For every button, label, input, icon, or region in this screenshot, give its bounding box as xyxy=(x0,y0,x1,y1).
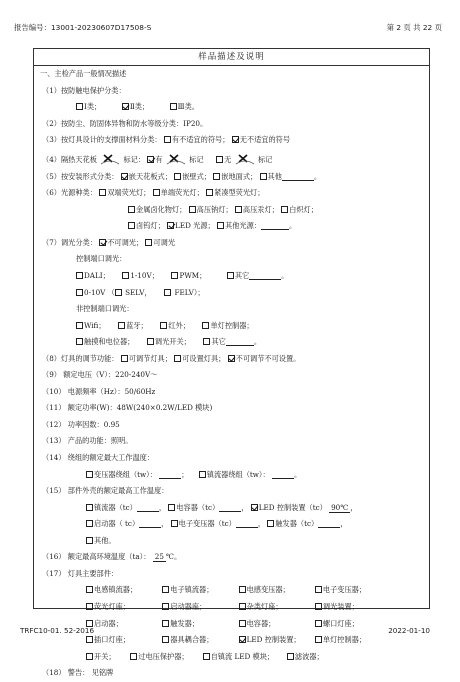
checkbox[interactable] xyxy=(121,355,128,362)
checkbox[interactable] xyxy=(99,189,106,196)
item-8: （8）灯具的调节功能： 可调节灯具； 可设置灯具； 不可调节不可设置。 xyxy=(42,353,301,363)
item-7-ctrl-row2: 0-10V （ SELV， FELV）； xyxy=(40,285,425,302)
item-12: （12） 功率因数：0.95 xyxy=(42,419,120,429)
insulation-symbol-icon xyxy=(166,153,186,169)
checkbox[interactable] xyxy=(287,653,294,660)
checkbox[interactable] xyxy=(86,537,93,544)
checkbox-checked[interactable] xyxy=(232,136,239,143)
checkbox[interactable] xyxy=(260,173,267,180)
form-code: TRFC10-01. 52-2016 xyxy=(20,626,95,635)
item-6-row3: 卤钨灯； LED 光源； 其他光源： 。 xyxy=(40,218,425,235)
item-17-row2: 荧光灯座； 启动器座； 杂类灯座； 调光装置； xyxy=(40,599,425,616)
checkbox-checked[interactable] xyxy=(167,222,174,229)
checkbox[interactable] xyxy=(76,289,83,296)
item-16: （16） 额定最高环境温度（ta）： 25 ℃。 xyxy=(42,552,182,562)
item-13: （13） 产品的功能：照明。 xyxy=(42,436,133,446)
checkbox-checked[interactable] xyxy=(147,156,154,163)
checkbox-checked[interactable] xyxy=(99,239,106,246)
checkbox[interactable] xyxy=(168,504,175,511)
checkbox-checked[interactable] xyxy=(122,103,129,110)
checkbox[interactable] xyxy=(315,620,322,627)
checkbox[interactable] xyxy=(76,272,83,279)
item-4: （4）隔热天花板 标记： 有 标记 无 标记 xyxy=(40,149,425,169)
item-7-nonctrl-row2: 触摸和电位器； 调光开关； 其它 。 xyxy=(40,334,425,351)
checkbox[interactable] xyxy=(315,603,322,610)
checkbox[interactable] xyxy=(86,471,93,478)
section-title: 样品描述及说明 xyxy=(34,49,429,66)
checkbox[interactable] xyxy=(86,586,93,593)
checkbox[interactable] xyxy=(164,289,171,296)
checkbox[interactable] xyxy=(171,520,178,527)
item-7-nonctrl-row1: Wifi； 蓝牙； 红外； 单灯控制器； xyxy=(40,318,425,335)
checkbox[interactable] xyxy=(239,586,246,593)
item-6: （6）光源种类： 双端荧光灯； 单端荧光灯； 紧凑型荧光灯； xyxy=(42,188,265,198)
checkbox[interactable] xyxy=(162,586,169,593)
checkbox[interactable] xyxy=(235,206,242,213)
item-15-row3: 其他。 xyxy=(40,533,425,550)
checkbox[interactable] xyxy=(174,355,181,362)
checkbox[interactable] xyxy=(174,173,181,180)
checkbox[interactable] xyxy=(86,504,93,511)
checkbox[interactable] xyxy=(86,603,93,610)
checkbox[interactable] xyxy=(199,471,206,478)
item-17-row5: 开关； 过电压保护器； 自镇流 LED 模块； 滤波器； xyxy=(40,649,425,666)
item-5: （5）按安装形式分类： 嵌天花板式； 嵌壁式； 嵌地面式； 其他 。 xyxy=(42,171,322,181)
checkbox[interactable] xyxy=(115,289,122,296)
item-15: （15） 部件外壳的额定最高工作温度： xyxy=(42,486,169,496)
checkbox[interactable] xyxy=(128,206,135,213)
item-7-ctrl-row1: DALI； 1-10V； PWM； 其它 。 xyxy=(40,268,425,285)
checkbox-checked[interactable] xyxy=(121,173,128,180)
checkbox[interactable] xyxy=(76,338,83,345)
item-15-row2: 启动器（ tc） ， 电子变压器（tc） ， 触发器（tc） ， xyxy=(40,516,425,533)
checkbox[interactable] xyxy=(227,272,234,279)
checkbox[interactable] xyxy=(170,103,177,110)
item-11: （11） 额定功率(W)：48W(240×0.2W/LED 模块) xyxy=(42,403,213,413)
form-date: 2022-01-10 xyxy=(388,626,430,635)
checkbox[interactable] xyxy=(145,239,152,246)
checkbox[interactable] xyxy=(203,338,210,345)
checkbox[interactable] xyxy=(76,103,83,110)
item-6-row2: 金属卤化物灯； 高压钠灯； 高压汞灯； 白炽灯； xyxy=(40,202,425,219)
checkbox[interactable] xyxy=(160,322,167,329)
item-14-row: 变压器绕组（tw）： ； 镇流器绕组（tw）： 。 xyxy=(40,467,425,484)
checkbox[interactable] xyxy=(130,653,137,660)
insulation-symbol-icon xyxy=(100,153,120,169)
item-17: （17） 灯具主要部件： xyxy=(42,568,119,578)
checkbox[interactable] xyxy=(128,222,135,229)
item-17-row3: 启动器； 触发器； 电容器； 螺口灯座； xyxy=(40,616,425,633)
item-18: （18） 警告： 见铭牌 xyxy=(42,668,114,678)
checkbox[interactable] xyxy=(86,653,93,660)
checkbox[interactable] xyxy=(147,338,154,345)
section-heading: 一、主检产品一般情况描述 xyxy=(40,69,127,78)
checkbox-checked[interactable] xyxy=(251,504,258,511)
ledcontrol-temp-value: 90℃ xyxy=(331,502,349,512)
checkbox[interactable] xyxy=(86,636,93,643)
checkbox[interactable] xyxy=(153,189,160,196)
checkbox[interactable] xyxy=(86,520,93,527)
item-9: （9） 额定电压（V）：220-240V～ xyxy=(42,370,158,380)
checkbox[interactable] xyxy=(267,520,274,527)
checkbox[interactable] xyxy=(315,586,322,593)
item-10: （10） 电源频率（Hz）：50/60Hz xyxy=(42,386,156,396)
checkbox[interactable] xyxy=(239,603,246,610)
checkbox[interactable] xyxy=(162,636,169,643)
page-info: 第 2 页 共 22 页 xyxy=(386,23,442,32)
checkbox[interactable] xyxy=(239,620,246,627)
checkbox[interactable] xyxy=(162,620,169,627)
checkbox[interactable] xyxy=(281,206,288,213)
checkbox[interactable] xyxy=(164,136,171,143)
report-number: 报告编号：13001-20230607D17508-S xyxy=(14,23,152,32)
checkbox[interactable] xyxy=(202,322,209,329)
item-1: （1）按防触电保护分类： xyxy=(42,85,126,95)
item-7-nonctrl-heading: 非控制端口调光： xyxy=(76,304,134,314)
checkbox[interactable] xyxy=(122,272,129,279)
insulation-symbol-icon xyxy=(235,153,255,169)
checkbox[interactable] xyxy=(189,206,196,213)
checkbox[interactable] xyxy=(213,173,220,180)
checkbox[interactable] xyxy=(162,603,169,610)
item-1-options: Ⅰ类； Ⅱ类； Ⅲ类。 xyxy=(40,99,425,116)
checkbox[interactable] xyxy=(203,653,210,660)
checkbox[interactable] xyxy=(315,636,322,643)
ambient-temp-value: 25 xyxy=(154,552,164,562)
item-17-row1: 电感镇流器； 电子镇流器； 电感变压器； 电子变压器； xyxy=(40,582,425,599)
checkbox-checked[interactable] xyxy=(228,355,235,362)
checkbox-checked[interactable] xyxy=(239,636,246,643)
item-7: （7）调光分类： 不可调光； 可调光 xyxy=(42,237,176,247)
checkbox[interactable] xyxy=(118,322,125,329)
item-14: （14） 绕组的额定最大工作温度： xyxy=(42,453,155,463)
checkbox[interactable] xyxy=(76,322,83,329)
item-2: （2）按防尘、防固体异物和防水等级分类：IP20。 xyxy=(42,118,208,128)
checkbox[interactable] xyxy=(206,189,213,196)
item-15-row1: 镇流器（tc） ， 电容器（tc） ， LED 控制装置（tc） 90℃ ， xyxy=(40,500,425,517)
item-7-ctrl-heading: 控制端口调光： xyxy=(76,254,127,264)
item-3: （3）按灯具设计的支撑面材料分类： 有不适宜的符号； 无不适宜的符号 xyxy=(42,135,291,145)
item-17-row4: 插口灯座； 器具耦合器； LED 控制装置； 单灯控制器； xyxy=(40,632,425,649)
checkbox[interactable] xyxy=(217,222,224,229)
checkbox[interactable] xyxy=(171,272,178,279)
content-area xyxy=(34,66,429,682)
checkbox[interactable] xyxy=(216,156,223,163)
